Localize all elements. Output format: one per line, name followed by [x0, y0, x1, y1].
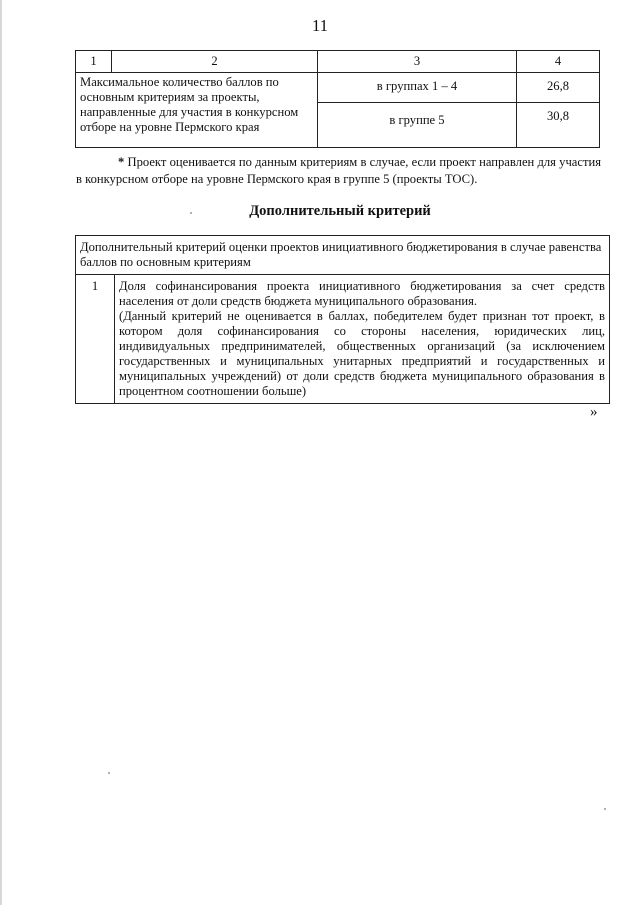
score-value: 26,8	[517, 73, 600, 103]
section-title: Дополнительный критерий	[249, 203, 431, 219]
footnote-text: Проект оценивается по данным критериям в случае, если проект направлен для участия в конкурсном отборе на уровне Пермского края в группе 5 (проекты ТОС).	[76, 155, 601, 186]
additional-criterion-header: Дополнительный критерий оценки проектов инициативного бюджетирования в случае равенства баллов по основным критериям	[76, 236, 610, 275]
table-header-row	[76, 51, 600, 73]
table-header-cell: 2	[112, 51, 318, 73]
scan-speck	[190, 212, 192, 214]
criterion-explanation: (Данный критерий не оценивается в баллах, победителем будет признан тот проект, в котором доля софинансирования со стороны населения, юридических лиц, индивидуальных предпринимателей, общественных организаций (за исключением государственных и муниципальных унитарных предприятий и государственных и муниципальных учреждений) от доли средств бюджета муниципального образования в процентном соотношении больше)	[119, 309, 605, 398]
table-row	[76, 275, 610, 404]
scan-speck	[604, 808, 606, 810]
criterion-paragraph: Доля софинансирования проекта инициативного бюджетирования за счет средств населения от доли средств бюджета муниципального образования.	[119, 279, 605, 308]
additional-criterion-table	[75, 235, 610, 404]
table-header-cell: 4	[517, 51, 600, 73]
max-score-description: Максимальное количество баллов по основным критериям за проекты, направленные для участия в конкурсном отборе на уровне Пермского края	[76, 73, 318, 148]
footnote	[76, 154, 601, 188]
table-header-cell: 3	[318, 51, 517, 73]
criterion-text	[115, 275, 610, 404]
page-edge	[0, 0, 2, 905]
scan-speck	[108, 772, 110, 774]
criteria-score-table	[75, 50, 600, 148]
group-cell: в группах 1 – 4	[318, 73, 517, 103]
table-row	[76, 73, 600, 103]
table-header-row	[76, 236, 610, 275]
group-cell: в группе 5	[318, 103, 517, 148]
closing-quote: »	[590, 404, 598, 420]
row-number: 1	[76, 275, 115, 404]
page-number: 11	[311, 16, 329, 35]
score-value: 30,8	[517, 103, 600, 148]
footnote-asterisk: *	[118, 155, 125, 169]
table-header-cell: 1	[76, 51, 112, 73]
